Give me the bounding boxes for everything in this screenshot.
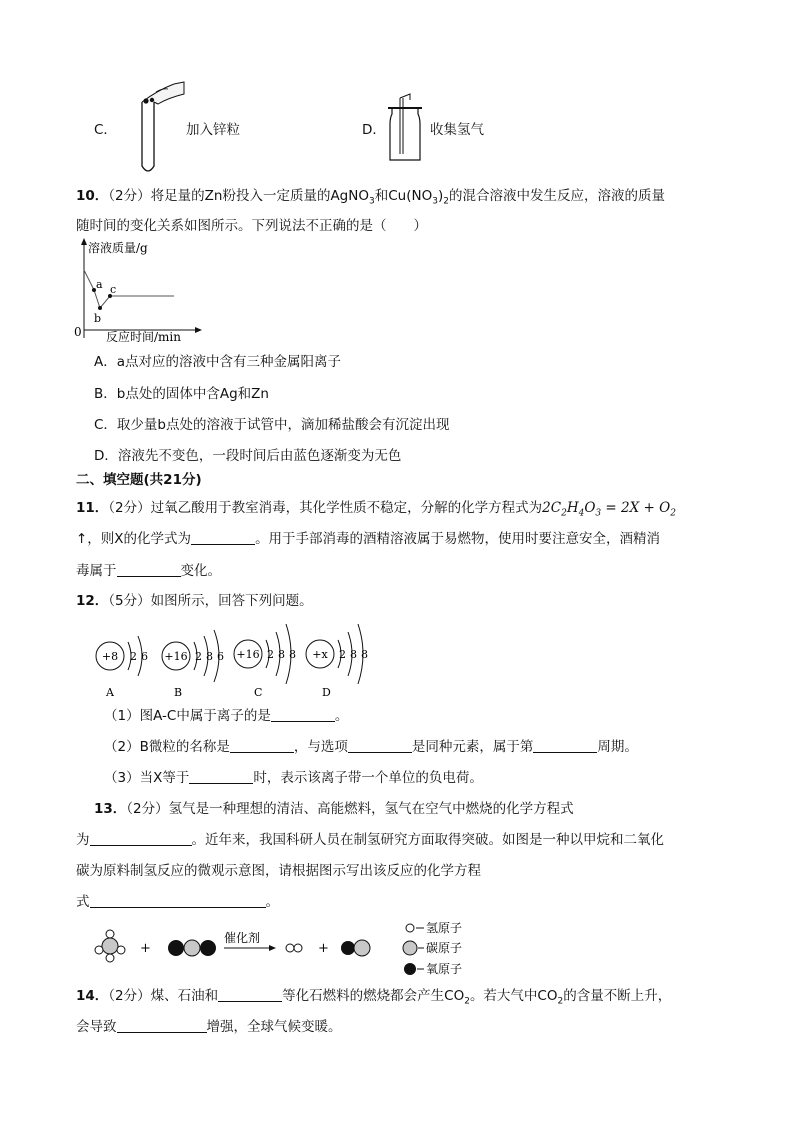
atom-d-label: D	[322, 686, 331, 699]
q14-line2	[76, 1017, 342, 1037]
h2-molecule	[286, 944, 302, 952]
atom-c	[234, 624, 296, 699]
graph-origin: 0	[74, 325, 82, 339]
q13-line4	[76, 892, 279, 912]
q10-option-b: B．b点处的固体中含Ag和Zn	[94, 386, 269, 402]
q12-score: （5分）	[108, 593, 151, 609]
atom-b-shell-3: 6	[217, 650, 224, 663]
atom-d	[306, 624, 368, 699]
atom-c-nucleus: +16	[236, 648, 260, 661]
q13-score: （2分）	[126, 801, 169, 817]
eq-o: O	[584, 500, 596, 516]
q9-option-c	[94, 118, 117, 138]
q13-number: 13．	[94, 801, 127, 817]
q12-sub3	[104, 768, 483, 788]
q12-blank-ion[interactable]	[271, 707, 335, 722]
q11-text-1: 过氧乙酸用于教室消毒，其化学性质不稳定，分解的化学方程式为	[150, 500, 543, 516]
q10-stem-line1	[76, 186, 665, 212]
q13-text-4b: 。	[265, 894, 279, 910]
q14-blank-effect[interactable]	[117, 1018, 207, 1033]
legend-hydrogen: 氢原子	[426, 922, 463, 935]
test-tube-zinc-illustration	[128, 80, 188, 178]
q12-sub2-text-d: 周期。	[597, 739, 638, 755]
q13-blank-equation-2[interactable]	[90, 893, 266, 908]
q14-sub-2b: 2	[557, 996, 564, 1007]
q10-option-d: D．溶液先不变色，一段时间后由蓝色逐渐变为无色	[94, 448, 402, 464]
q14-text-2b: 增强，全球气候变暖。	[206, 1019, 342, 1035]
legend-oxygen: 氧原子	[426, 962, 463, 976]
atom-d-shell-1: 2	[339, 648, 346, 661]
q13-text-2b: 。近年来，我国科研人员在制氢研究方面取得突破。如图是一种以甲烷和二氧化	[191, 832, 664, 848]
q12-blank-x[interactable]	[189, 769, 253, 784]
q12-sub2	[104, 737, 638, 757]
q14-text-2a: 会导致	[76, 1019, 117, 1035]
q10-stem-line2: 随时间的变化关系如图所示。下列说法不正确的是（ ）	[76, 218, 427, 234]
eq-coef: 2	[542, 500, 551, 516]
q14-sub-2a: 2	[464, 996, 470, 1007]
q10-sub-3: 3	[368, 196, 375, 207]
q13-text-1: 氢气是一种理想的清洁、高能燃料，氢气在空气中燃烧的化学方程式	[168, 801, 574, 817]
q10-text-1c: )	[437, 188, 444, 204]
q12-sub2-text-b: ，与选项	[293, 739, 348, 755]
eq-sub-c: 2	[561, 508, 567, 519]
q11-line1	[76, 498, 676, 524]
q14-text-1c: 。若大气中CO	[469, 988, 558, 1004]
atom-b-nucleus: +16	[164, 650, 188, 663]
q11-number: 11．	[76, 500, 109, 516]
q12-sub1	[104, 706, 348, 726]
methane-molecule	[95, 930, 125, 962]
q11-blank-change[interactable]	[117, 562, 181, 577]
eq-h: H	[566, 500, 579, 516]
co2-molecule	[168, 940, 216, 956]
atom-d-nucleus: +x	[312, 648, 328, 661]
q14-blank-fuel[interactable]	[218, 987, 282, 1002]
q9-c-label: C．	[94, 122, 117, 138]
q10-sub-2: 2	[443, 196, 449, 207]
q9-option-d	[362, 118, 386, 138]
atomic-structure-diagram	[88, 616, 388, 702]
atom-b-label: B	[174, 686, 183, 699]
q12-sub3-text-a: （3）当X等于	[104, 770, 190, 786]
graph-point-a: a	[96, 278, 103, 291]
q10-option-a: A．a点对应的溶液中含有三种金属阳离子	[94, 354, 342, 370]
gas-bottle-illustration	[388, 92, 428, 164]
eq-rhs-sub: 2	[670, 508, 676, 519]
atom-c-shell-3: 8	[289, 648, 296, 661]
q14-text-1a: 煤、石油和	[150, 988, 219, 1004]
q12-line1	[76, 591, 313, 611]
eq-c: C	[550, 500, 562, 516]
q13-line3: 碳为原料制氢反应的微观示意图，请根据图示写出该反应的化学方程	[76, 863, 481, 879]
q10-text-1d: 的混合溶液中发生反应，溶液的质量	[448, 188, 665, 204]
atom-a	[96, 636, 148, 699]
q12-blank-period[interactable]	[533, 738, 597, 753]
q10-option-c: C．取少量b点处的溶液于试管中，滴加稀盐酸会有沉淀出现	[94, 417, 450, 433]
eq-sub-o: 3	[595, 508, 602, 519]
q14-text-1d: 的含量不断上升，	[563, 988, 672, 1004]
graph-xlabel: 反应时间/min	[106, 330, 181, 342]
q12-number: 12．	[76, 593, 109, 609]
q9-d-label: D．	[362, 122, 386, 138]
atom-b	[162, 630, 224, 699]
q11-text-2a: ↑，则X的化学式为	[76, 531, 192, 547]
q14-text-1b: 等化石燃料的燃烧都会产生CO	[282, 988, 465, 1004]
q12-sub2-text-a: （2）B微粒的名称是	[104, 739, 230, 755]
legend-carbon: 碳原子	[426, 941, 463, 955]
q11-text-2b: 。用于手部消毒的酒精溶液属于易燃物，使用时要注意安全，酒精消	[255, 531, 661, 547]
atom-c-label: C	[254, 686, 263, 699]
eq-sub-h: 4	[578, 508, 585, 519]
atom-a-nucleus: +8	[101, 650, 119, 663]
q12-sub1-text: （1）图A-C中属于离子的是	[104, 708, 271, 724]
q12-sub2-text-c: 是同种元素，属于第	[411, 739, 534, 755]
atom-a-shell-2: 6	[141, 650, 148, 663]
eq-rhs: = 2X + O	[601, 500, 671, 516]
atom-a-shell-1: 2	[130, 650, 137, 663]
q10-sub-3b: 3	[432, 196, 438, 207]
q12-text: 如图所示，回答下列问题。	[150, 593, 313, 609]
q10-number: 10．	[76, 188, 109, 204]
q10-mass-time-graph	[74, 238, 204, 342]
q14-line1	[76, 986, 671, 1012]
co-molecule	[341, 940, 370, 956]
q13-blank-equation-1[interactable]	[90, 831, 192, 846]
q11-line2	[76, 529, 660, 549]
q10-score: （2分）	[108, 188, 151, 204]
q11-text-3b: 变化。	[180, 563, 221, 579]
q13-text-2a: 为	[76, 832, 90, 848]
q10-text-1b: 和Cu(NO	[374, 188, 433, 204]
atom-b-shell-2: 8	[206, 650, 213, 663]
atom-c-shell-2: 8	[278, 648, 285, 661]
plus-1: +	[140, 941, 151, 956]
q9-d-text: 收集氢气	[430, 122, 484, 138]
q11-text-3a: 毒属于	[76, 563, 117, 579]
q13-reaction-diagram	[92, 922, 492, 982]
atom-b-shell-1: 2	[195, 650, 202, 663]
atom-d-shell-3: 8	[361, 648, 368, 661]
q14-number: 14．	[76, 988, 109, 1004]
q13-text-4a: 式	[76, 894, 90, 910]
q12-blank-option[interactable]	[348, 738, 412, 753]
graph-ylabel: 溶液质量/g	[88, 241, 148, 255]
q11-blank-formula[interactable]	[191, 530, 255, 545]
q11-score: （2分）	[108, 500, 151, 516]
q12-sub1-end: 。	[334, 708, 349, 724]
q11-equation	[542, 500, 676, 519]
q9-c-text: 加入锌粒	[186, 122, 240, 138]
q12-sub3-text-b: 时，表示该离子带一个单位的负电荷。	[253, 770, 483, 786]
graph-point-b: b	[94, 312, 102, 325]
q13-line2	[76, 830, 664, 850]
plus-2: +	[318, 941, 329, 956]
graph-point-c: c	[110, 283, 117, 296]
q12-blank-name[interactable]	[230, 738, 294, 753]
catalyst-label: 催化剂	[224, 931, 261, 945]
q13-line1	[94, 799, 574, 819]
atom-c-shell-1: 2	[267, 648, 274, 661]
q10-text-1a: 将足量的Zn粉投入一定质量的AgNO	[150, 188, 369, 204]
atom-d-shell-2: 8	[350, 648, 357, 661]
legend	[403, 922, 462, 976]
section-title: 二、填空题(共21分)	[76, 472, 202, 488]
q11-line3	[76, 561, 221, 581]
q14-score: （2分）	[108, 988, 151, 1004]
atom-a-label: A	[106, 686, 114, 699]
